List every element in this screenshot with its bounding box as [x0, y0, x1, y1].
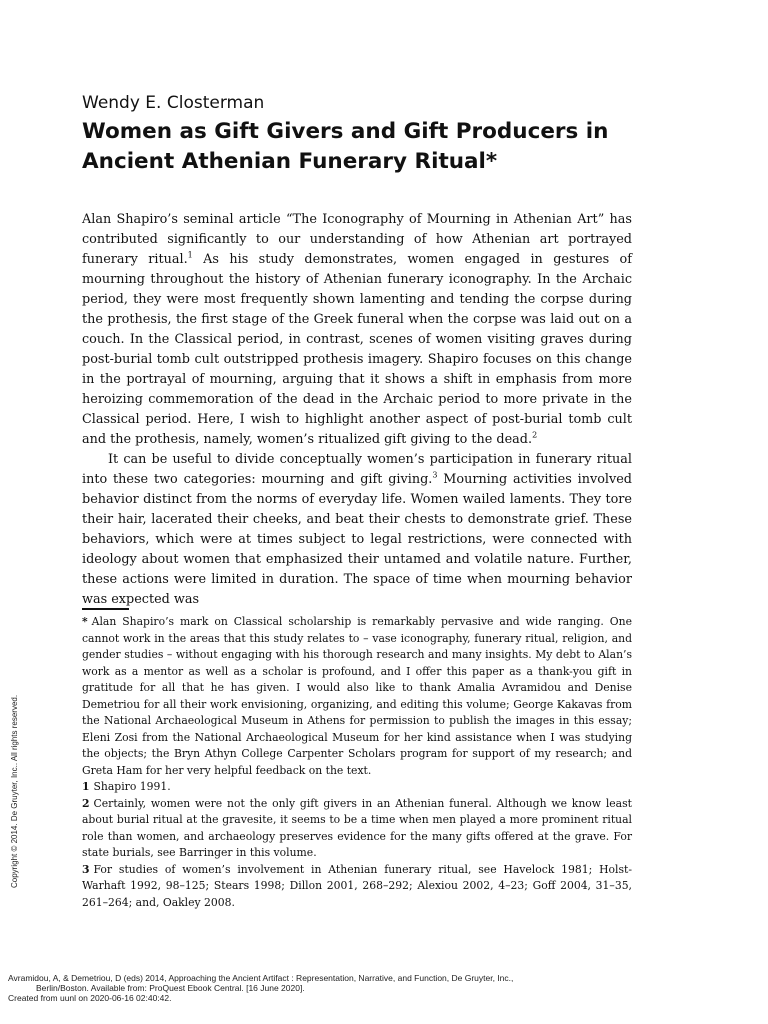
footnote-3	[82, 862, 632, 912]
paragraph-text: As his study demonstrates, women engaged in gestures of mourning throughout the history of Athenian funerary iconography. In the Archaic period, they were most frequently shown lamenting and tending the corpse during the prothesis, the first stage of the Greek funeral when the corpse was laid out on a couch. In the Classical period, in contrast, scenes of women visiting graves during post-burial tomb cult outstripped prothesis imagery. Shapiro focuses on this change in the portrayal of mourning, arguing that it shows a shift in emphasis from more heroizing commemoration of the dead in the Archaic period to more private in the Classical period. Here, I wish to highlight another aspect of post-burial tomb cult and the prothesis, namely, women’s ritualized gift giving to the dead.	[82, 252, 632, 447]
footnote-mark: *	[82, 615, 88, 628]
footnote-1	[82, 779, 632, 796]
citation-line: Created from uunl on 2020-06-16 02:40:42.	[8, 993, 172, 1003]
author-name: Wendy E. Closterman	[82, 93, 265, 113]
paragraph-text: It can be useful to divide conceptually women’s participation in funerary ritual into these two categories: mourning and gift giving.	[82, 452, 632, 487]
footnote-ref-2[interactable]: 2	[532, 430, 538, 440]
citation-line: Avramidou, A, & Demetriou, D (eds) 2014, Approaching the Ancient Artifact : Representation, Narrative, and Function, De Gruyter, Inc.,	[8, 973, 514, 983]
footnote-divider	[82, 608, 129, 610]
footnote-text: Shapiro 1991.	[93, 780, 171, 793]
footnote-ref-1[interactable]: 1	[187, 250, 193, 260]
paragraph-1	[82, 210, 632, 450]
paragraph-2	[82, 450, 632, 610]
citation-line: Berlin/Boston. Available from: ProQuest Ebook Central. [16 June 2020].	[36, 983, 305, 993]
paragraph-text: Alan Shapiro’s seminal article “The Iconography of Mourning in Athenian Art” has contributed significantly to our understanding of how Athenian art portrayed funerary ritual.	[82, 212, 632, 267]
footnote-text: Certainly, women were not the only gift givers in an Athenian funeral. Although we know least about burial ritual at the gravesite, it seems to be a time when men played a more prominent ritual role than women, and archaeology preserves evidence for the many gifts offered at the grave. For state burials, see Barringer in this volume.	[82, 796, 632, 859]
paragraph-text: Mourning activities involved behavior distinct from the norms of everyday life. Women wailed laments. They tore their hair, lacerated their cheeks, and beat their chests to demonstrate grief. These behaviors, which were at times subject to legal restrictions, were connected with ideology about women that emphasized their untamed and volatile nature. Further, these actions were limited in duration. The space of time when mourning behavior was expected was	[82, 472, 632, 607]
footnote-2	[82, 796, 632, 862]
copyright-notice: Copyright © 2014. De Gruyter, Inc.. All rights reserved.	[10, 694, 19, 888]
footnote-mark: 3	[82, 862, 90, 876]
footnotes	[82, 614, 632, 911]
footnote-star	[82, 614, 632, 779]
source-citation	[8, 973, 648, 1003]
chapter-title: Women as Gift Givers and Gift Producers in Ancient Athenian Funerary Ritual*	[82, 119, 609, 174]
body-text	[82, 210, 632, 610]
footnote-ref-3[interactable]: 3	[432, 470, 438, 480]
footnote-mark: 2	[82, 796, 90, 810]
footnote-text: For studies of women’s involvement in Athenian funerary ritual, see Havelock 1981; Holst-Warhaft 1992, 98–125; Stears 1998; Dillon 2001, 268–292; Alexiou 2002, 4–23; Goff 2004, 31–35, 261–264; and, Oakley 2008.	[82, 862, 632, 909]
footnote-mark: 1	[82, 780, 90, 793]
footnote-text: Alan Shapiro’s mark on Classical scholarship is remarkably pervasive and wide ranging. One cannot work in the areas that this study relates to – vase iconography, funerary ritual, religion, and gender studies – without engaging with his thorough research and many insights. My debt to Alan’s work as a mentor as well as a scholar is profound, and I offer this paper as a thank-you gift in gratitude for all that he has given. I would also like to thank Amalia Avramidou and Denise Demetriou for all their work envisioning, organizing, and editing this volume; George Kakavas from the National Archaeological Museum in Athens for permission to publish the images in this essay; Eleni Zosi from the National Archaeological Museum for her kind assistance when I was studying the objects; the Bryn Athyn College Carpenter Scholars program for support of my research; and Greta Ham for her very helpful feedback on the text.	[82, 615, 632, 777]
